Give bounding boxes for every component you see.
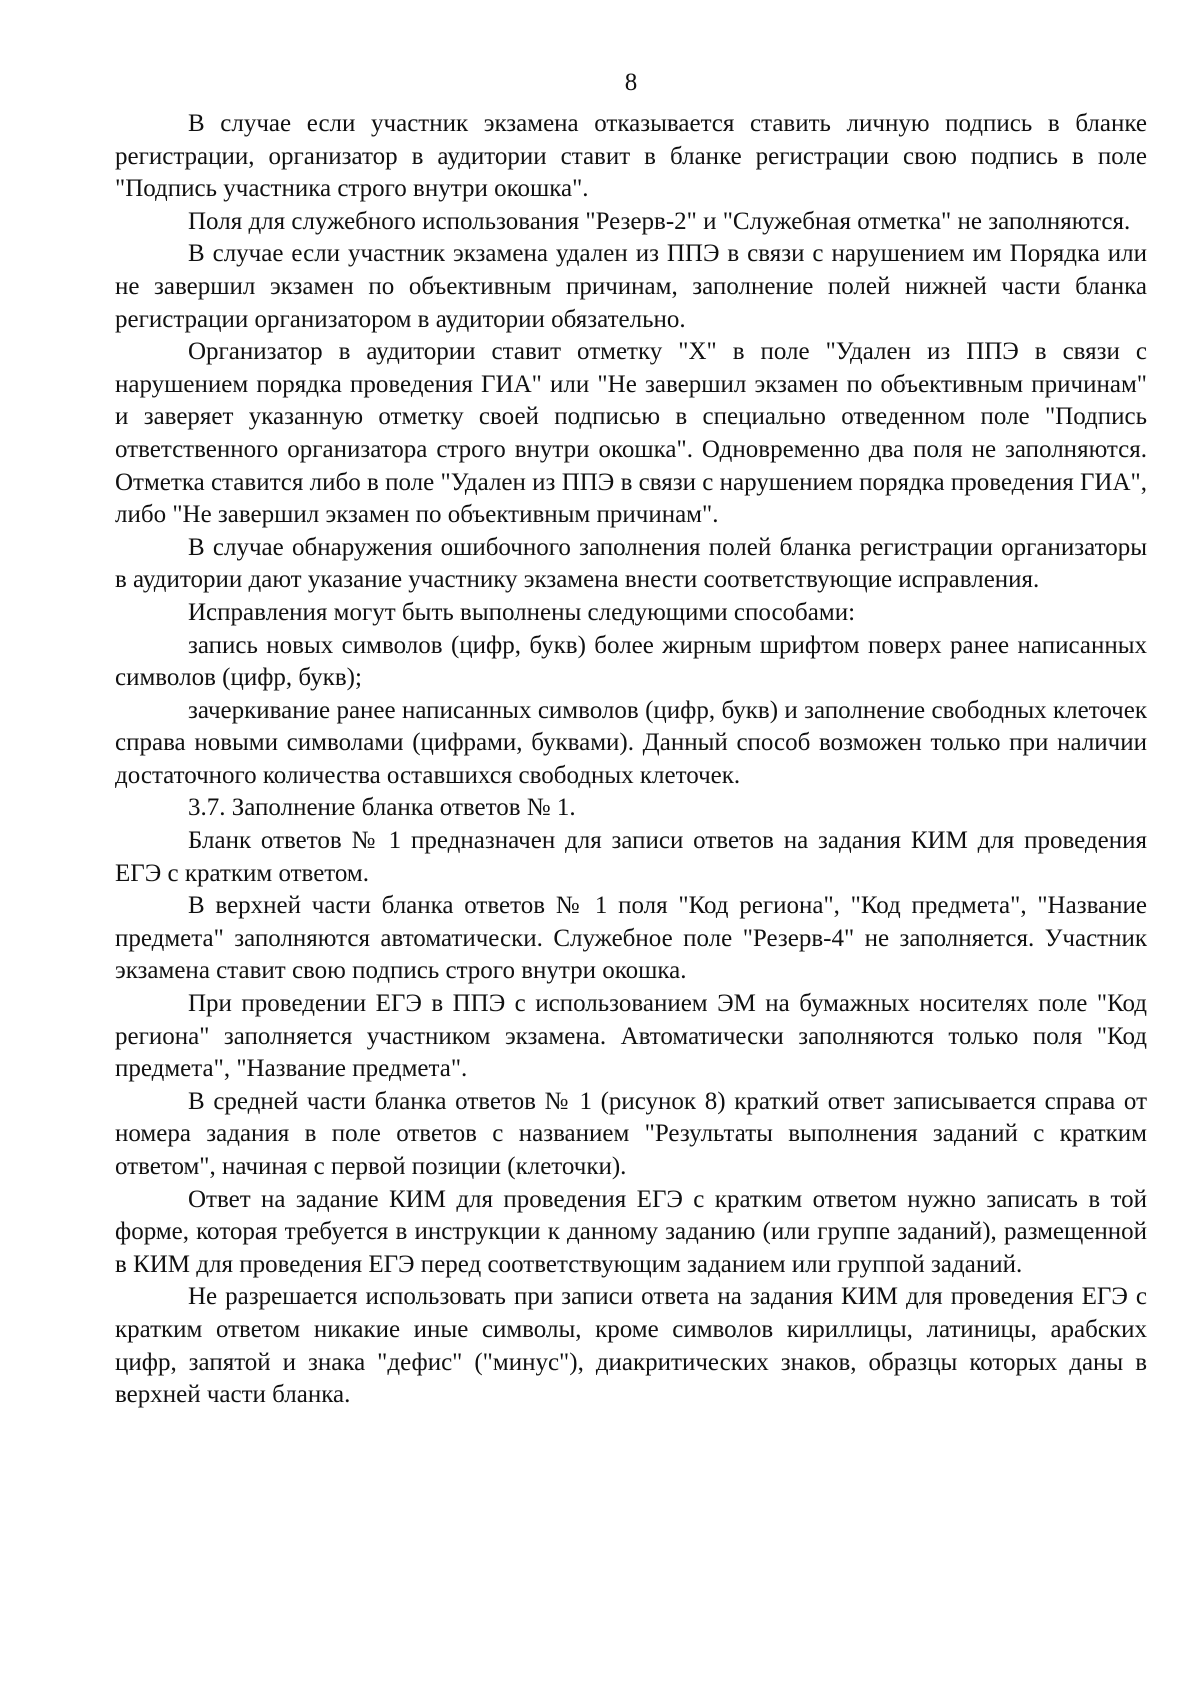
paragraph-allowed-symbols: Не разрешается использовать при записи ответа на задания КИМ для проведения ЕГЭ с кратким ответом никакие иные символы, кроме символов кириллицы, латиницы, арабских цифр, запятой и знака "дефис" ("минус"), диакритических знаков, образцы которых даны в верхней части бланка. <box>115 1283 1147 1409</box>
paragraph-method-strikeout: зачеркивание ранее написанных символов (цифр, букв) и заполнение свободных клеточек справа новыми символами (цифрами, буквами). Данный способ возможен только при наличии достаточного количества оставшихся свободных клеточек. <box>115 696 1147 789</box>
document-page <box>115 68 1147 1412</box>
paragraph-answer-format: Ответ на задание КИМ для проведения ЕГЭ с кратким ответом нужно записать в той форме, которая требуется в инструкции к данному заданию (или группе заданий), размещенной в КИМ для проведения ЕГЭ перед соответствующим заданием или группой заданий. <box>115 1185 1147 1278</box>
paragraph-organizer-mark: Организатор в аудитории ставит отметку "X" в поле "Удален из ППЭ в связи с нарушением порядка проведения ГИА" или "Не завершил экзамен по объективным причинам" и заверяет указанную отметку своей подписью в специально отведенном поле "Подпись ответственного организатора строго внутри окошка". Одновременно два поля не заполняются. Отметка ставится либо в поле "Удален из ППЭ в связи с нарушением порядка проведения ГИА", либо "Не завершил экзамен по объективным причинам". <box>115 338 1147 529</box>
paragraph-answer-form-purpose: Бланк ответов № 1 предназначен для записи ответов на задания КИМ для проведения ЕГЭ с кратким ответом. <box>115 827 1147 887</box>
paragraph-method-bold-overwrite: запись новых символов (цифр, букв) более жирным шрифтом поверх ранее написанных символов (цифр, букв); <box>115 631 1147 692</box>
paragraph-middle-part: В средней части бланка ответов № 1 (рисунок 8) краткий ответ записывается справа от номера задания в поле ответов с названием "Результаты выполнения заданий с кратким ответом", начиная с первой позиции (клеточки). <box>115 1087 1147 1180</box>
paragraph-service-fields: Поля для служебного использования "Резерв-2" и "Служебная отметка" не заполняются. <box>188 207 1131 235</box>
paragraph-signature-refusal: В случае если участник экзамена отказывается ставить личную подпись в бланке регистрации, организатор в аудитории ставит в бланке регистрации свою подпись в поле "Подпись участника строго внутри окошка". <box>115 110 1147 203</box>
page-number: 8 <box>624 69 638 96</box>
paragraph-removal: В случае если участник экзамена удален из ППЭ в связи с нарушением им Порядка или не завершил экзамен по объективным причинам, заполнение полей нижней части бланка регистрации организатором в аудитории обязательно. <box>115 240 1147 333</box>
paragraph-correction-methods: Исправления могут быть выполнены следующими способами: <box>188 598 856 626</box>
paragraph-top-part: В верхней части бланка ответов № 1 поля "Код региона", "Код предмета", "Название предмета" заполняются автоматически. Служебное поле "Резерв-4" не заполняется. Участник экзамена ставит свою подпись строго внутри окошка. <box>115 892 1147 985</box>
paragraph-error-correction: В случае обнаружения ошибочного заполнения полей бланка регистрации организаторы в аудитории дают указание участнику экзамена внести соответствующие исправления. <box>115 533 1147 594</box>
section-heading: 3.7. Заполнение бланка ответов № 1. <box>188 794 576 822</box>
paragraph-paper-em: При проведении ЕГЭ в ППЭ с использованием ЭМ на бумажных носителях поле "Код региона" заполняется участником экзамена. Автоматически заполняются только поля "Код предмета", "Название предмета". <box>115 990 1147 1083</box>
